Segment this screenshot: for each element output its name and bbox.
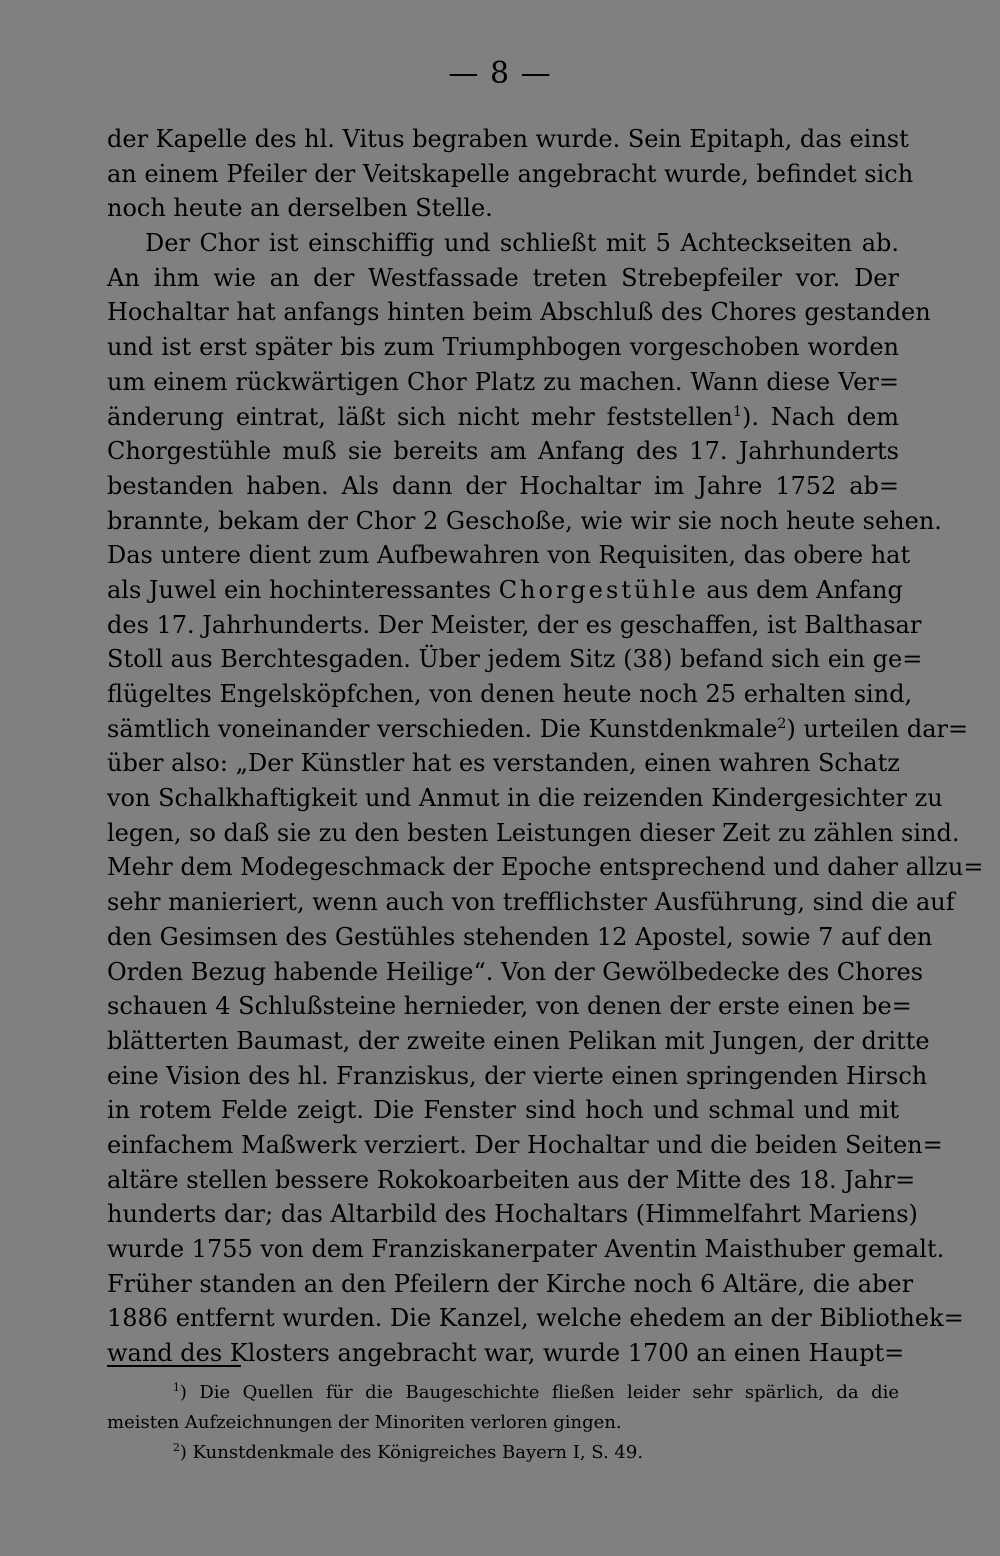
footnotes bbox=[107, 1378, 899, 1468]
text-line: den Gesimsen des Gestühles stehenden 12 Apostel, sowie 7 auf den bbox=[107, 922, 933, 951]
text-line: noch heute an derselben Stelle. bbox=[107, 194, 493, 223]
footnote-marker: 1 bbox=[173, 1381, 180, 1394]
footnote-text: ) Die Quellen für die Baugeschichte fließen leider sehr spärlich, da die bbox=[179, 1382, 899, 1403]
text-line bbox=[107, 712, 969, 747]
text-line: wand des Klosters angebracht war, wurde 1700 an einen Haupt= bbox=[107, 1339, 905, 1368]
text-segment: als Juwel ein hochinteressantes bbox=[107, 575, 499, 604]
text-line: altäre stellen bessere Rokokoarbeiten aus der Mitte des 18. Jahr= bbox=[107, 1165, 916, 1194]
text-line: der Kapelle des hl. Vitus begraben wurde. Sein Epitaph, das einst bbox=[107, 125, 909, 153]
text-line: und ist erst später bis zum Triumphbogen vorgeschoben worden bbox=[107, 333, 899, 362]
footnote-marker: 2 bbox=[173, 1441, 180, 1454]
footnote-separator bbox=[107, 1365, 241, 1367]
footnote-2-line bbox=[107, 1438, 899, 1468]
page-number: — 8 — bbox=[448, 56, 552, 91]
text-line: des 17. Jahrhunderts. Der Meister, der es geschaffen, ist Balthasar bbox=[107, 610, 922, 639]
text-line: bestanden haben. Als dann der Hochaltar im Jahre 1752 ab= bbox=[107, 471, 899, 500]
text-line: Orden Bezug habende Heilige“. Von der Gewölbedecke des Chores bbox=[107, 957, 924, 986]
emphasized-word: Chorgestühle bbox=[498, 575, 699, 604]
text-line: Mehr dem Modegeschmack der Epoche entsprechend und daher allzu= bbox=[107, 853, 984, 882]
text-line: sehr manieriert, wenn auch von trefflichster Ausführung, sind die auf bbox=[107, 888, 955, 917]
text-line: Hochaltar hat anfangs hinten beim Abschluß des Chores gestanden bbox=[107, 298, 931, 327]
text-line: einfachem Maßwerk verziert. Der Hochaltar und die beiden Seiten= bbox=[107, 1130, 943, 1159]
text-line: von Schalkhaftigkeit und Anmut in die reizenden Kindergesichter zu bbox=[107, 784, 943, 813]
text-segment: ) urteilen dar= bbox=[786, 714, 969, 743]
text-line: wurde 1755 von dem Franziskanerpater Aventin Maisthuber gemalt. bbox=[107, 1235, 945, 1263]
footnote-text: ) Kunstdenkmale des Königreiches Bayern I, S. 49. bbox=[179, 1442, 644, 1463]
text-line bbox=[107, 400, 899, 435]
text-line: in rotem Felde zeigt. Die Fenster sind hoch und schmal und mit bbox=[107, 1096, 899, 1125]
text-line bbox=[107, 573, 903, 608]
text-line: blätterten Baumast, der zweite einen Pelikan mit Jungen, der dritte bbox=[107, 1026, 930, 1055]
text-line: Stoll aus Berchtesgaden. Über jedem Sitz (38) befand sich ein ge= bbox=[107, 645, 923, 674]
text-line: Das untere dient zum Aufbewahren von Requisiten, das obere hat bbox=[107, 541, 911, 570]
text-line: über also: „Der Künstler hat es verstanden, einen wahren Schatz bbox=[107, 749, 900, 778]
footnote-1-line: meisten Aufzeichnungen der Minoriten verloren gingen. bbox=[107, 1412, 622, 1433]
text-segment: aus dem Anfang bbox=[698, 575, 903, 604]
footnote-1-line bbox=[107, 1378, 899, 1408]
footnote-ref: 1 bbox=[732, 403, 743, 420]
text-line: an einem Pfeiler der Veitskapelle angebracht wurde, befindet sich bbox=[107, 159, 914, 188]
text-line: schauen 4 Schlußsteine hernieder, von denen der erste einen be= bbox=[107, 992, 912, 1021]
text-line: hunderts dar; das Altarbild des Hochaltars (Himmelfahrt Mariens) bbox=[107, 1200, 918, 1229]
footnote-ref: 2 bbox=[777, 715, 787, 732]
text-segment: sämtlich voneinander verschieden. Die Kunstdenkmale bbox=[107, 714, 778, 743]
text-line: flügeltes Engelsköpfchen, von denen heute noch 25 erhalten sind, bbox=[107, 680, 913, 708]
text-line: An ihm wie an der Westfassade treten Strebepfeiler vor. Der bbox=[107, 263, 899, 292]
text-line: legen, so daß sie zu den besten Leistungen dieser Zeit zu zählen sind. bbox=[107, 818, 960, 847]
text-line: Früher standen an den Pfeilern der Kirche noch 6 Altäre, die aber bbox=[107, 1269, 914, 1298]
text-line: Chorgestühle muß sie bereits am Anfang des 17. Jahrhunderts bbox=[107, 437, 899, 466]
text-line: Der Chor ist einschiffig und schließt mit 5 Achteckseiten ab. bbox=[145, 229, 899, 258]
text-line: brannte, bekam der Chor 2 Geschoße, wie wir sie noch heute sehen. bbox=[107, 506, 942, 535]
text-line: um einem rückwärtigen Chor Platz zu machen. Wann diese Ver= bbox=[107, 367, 899, 396]
body-text bbox=[107, 122, 984, 1371]
text-line: eine Vision des hl. Franziskus, der vierte einen springenden Hirsch bbox=[107, 1061, 928, 1090]
text-segment: änderung eintrat, läßt sich nicht mehr feststellen bbox=[107, 402, 733, 431]
text-segment: ). Nach dem bbox=[742, 402, 900, 431]
text-line: 1886 entfernt wurden. Die Kanzel, welche ehedem an der Bibliothek= bbox=[107, 1304, 964, 1333]
